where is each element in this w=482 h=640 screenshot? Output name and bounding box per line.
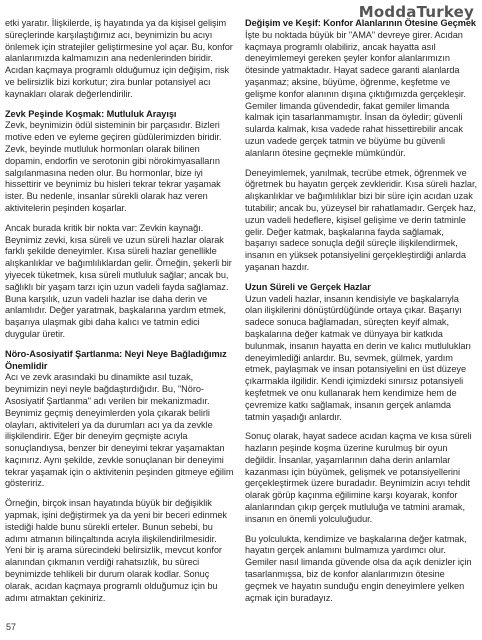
left-column — [5, 18, 236, 612]
paragraph: etki yaratır. İlişkilerde, iş hayatında ya da kişisel gelişim süreçlerinde karşılaştığımız acı, beynimizin bu acıyı önlemek için stratejiler geliştirmesine yol açar. Bu, konfor alanlarımızda kalmamızın ana nedenlerinden biridir. Acıdan kaçmaya programlı olduğumuz için değişim, risk ve belirsizlik bizi korkutur; zira bunlar potansiyel acı kaynakları olarak değerlendirilir. — [5, 18, 233, 99]
logo-part-2: Turkey — [416, 3, 474, 21]
section-heading: Nöro-Asosiyatif Şartlanma: Neyi Neye Bağladığımız Önemlidir — [5, 348, 227, 371]
paragraph: İşte bu noktada büyük bir "AMA" devreye girer. Acıdan kaçmaya programlı olabiliriz, ancak hayatta asıl deneyimlemeyi gereken şeyler konfor alanlarımızın ötesinde yatmaktadır. Hayat sadece garanti alanlarda yaşanmaz; aksine, büyüme, öğrenme, keşfetme ve gelişme konfor alanının dışına çıktığımızda gerçekleşir. Gemiler limanda güvendedir, fakat gemiler limanda kalmak için tasarlanmamıştır. İnsan da öyledir; güvenli sularda kalmak, kısa vadede rahat hissettirebilir ancak uzun vadede gerçek tatmin ve büyüme bu güvenli alanların ötesine geçmekle mümkündür. — [245, 29, 466, 158]
right-column — [245, 18, 477, 612]
paragraph: Ancak burada kritik bir nokta var: Zevkin kaynağı. Beynimiz zevki, kısa süreli ve uzun süreli hazlar olarak farklı şekilde deneyimler. Kısa süreli hazlar genellikle alışkanlıklar ve bağımlılıklardan gelir. Örneğin, şekerli bir yiyecek tüketmek, kısa süreli mutluluk sağlar; ancak bu, sağlıklı bir yaşam tarzı için uzun vadeli fayda sağlamaz. Buna karşılık, uzun vadeli hazlar ise daha derin ve anlamlıdır. Değer yaratmak, başkalarına yardım etmek, başarıya ulaşmak gibi daha kalıcı ve tatmin edici duygular üretir. — [5, 222, 232, 339]
paragraph: Bu yolculukta, kendimize ve başkalarına değer katmak, hayatın gerçek anlamını bulmamıza yardımcı olur. Gemiler nasıl limanda güvende olsa da açık denizler için tasarlanmışsa, biz de konfor alanlarımızın ötesine geçmek ve hayatın sunduğu engin deneyimlere yelken açmak için buradayız. — [245, 533, 472, 603]
paragraph: Zevk, beynimizin ödül sisteminin bir parçasıdır. Bizleri motive eden ve eyleme geçiren güdülerimizden biridir. Zevk, beyinde mutluluk hormonları olarak bilinen dopamin, endorfin ve serotonin gibi nörokimyasalların salgılanmasına neden olur. Bu hormonlar, bize iyi hissettirir ve beynimiz bu hisleri tekrar tekrar yaşamak ister. Bu nedenle, insanlar sürekli olarak haz veren aktivitelerin peşinden koşarlar. — [5, 120, 222, 213]
paragraph: Deneyimlemek, yanılmak, tecrübe etmek, öğrenmek ve öğretmek bu hayatın gerçek zevkleridir. Kısa süreli hazlar, alışkanlıklar ve bağımlılıklar bizi bir süre için acıdan uzak tutabilir; ancak bu, yüzeysel bir rahatlamadır. Gerçek haz, uzun vadeli hedeflere, kişisel gelişime ve derin tatminle gelir. Değer katmak, başkalarına fayda sağlamak, başarıyı sadece sonuçla değil süreçle ilişkilendirmek, insanın en yüksek potansiyelini gerçekleştirdiği anlarda yaşanan hazdır. — [245, 167, 477, 272]
logo-part-1: Modda — [358, 3, 417, 21]
section-heading: Uzun Süreli ve Gerçek Hazlar — [245, 281, 371, 292]
page-number: 57 — [6, 622, 17, 632]
paragraph: Örneğin, birçok insan hayatında büyük bir değişiklik yapmak, işini değiştirmek ya da yeni bir beceri edinmek istediği halde bunu sürekli erteler. Bunun sebebi, bu adımı atmanın bilinçaltında acıyla ilişkilendirilmesidir. Yeni bir iş arama sürecindeki belirsizlik, mevcut konfor alanından çıkmanın verdiği rahatsızlık, bu süreci beynimizde tehlikeli bir durum olarak kodlar. Sonuç olarak, acıdan kaçmaya programlı olduğumuz için bu adımı atmaktan çekiniriz. — [5, 498, 227, 603]
paragraph: Acı ve zevk arasındaki bu dinamikte asıl tuzak, beynimizin neyi neyle bağdaştırdığıdır. Bu, "Nöro-Asosiyatif Şartlanma" adı verilen bir mekanizmadır. Beynimiz geçmiş deneyimlerden yola çıkarak belirli olayları, aktiviteleri ya da durumları acı ya da zevkle ilişkilendirir. Eğer bir deneyim geçmişte acıyla sonuçlandıysa, benzer bir deneyimi tekrar yaşamaktan kaçınırız. Aynı şekilde, zevkle sonuçlanan bir deneyimi tekrar yaşamak için o aktivitenin peşinden gitmeye eğilim gösteririz. — [5, 372, 234, 489]
paragraph: Sonuç olarak, hayat sadece acıdan kaçma ve kısa süreli hazların peşinde koşma üzerine kurulmuş bir oyun değildir. İnsanlar, yaşamlarının daha derin anlamlar kazanması için büyümek, gelişmek ve potansiyellerini gerçekleştirmek üzere buradadır. Beynimizin acıyı tehdit olarak görüp kaçınma eğilimine karşı koyarak, konfor alanlarından çıkıp gerçek mutluluğa ve tatmini aramak, insanın en önemli yolculuğudur. — [245, 431, 472, 524]
paragraph: Uzun vadeli hazlar, insanın kendisiyle ve başkalarıyla olan ilişkilerini dönüştürdüğünde ortaya çıkar. Başarıyı sadece sonuca bağlamadan, süreçten keyif almak, başkalarına değer katmak ve dünyaya bir katkıda bulunmak, insanın hayatta en derin ve kalıcı mutlulukları deneyimlediği anlardır. Bu, sevmek, gülmek, yardım etmek, paylaşmak ve insan potansiyelini en üst düzeye çıkarmakla ilgilidir. Kendi içimizdeki sınırsız potansiyeli keşfetmek ve onu kullanarak hem kendimize hem de çevremize katkı sağlamak, insanın gerçek anlamda tatmin yaşadığı anlardır. — [245, 293, 471, 422]
section-heading: Değişim ve Keşif: Konfor Alanlarının Ötesine Geçmek — [245, 18, 476, 28]
section-heading: Zevk Peşinde Koşmak: Mutluluk Arayışı — [5, 108, 177, 119]
